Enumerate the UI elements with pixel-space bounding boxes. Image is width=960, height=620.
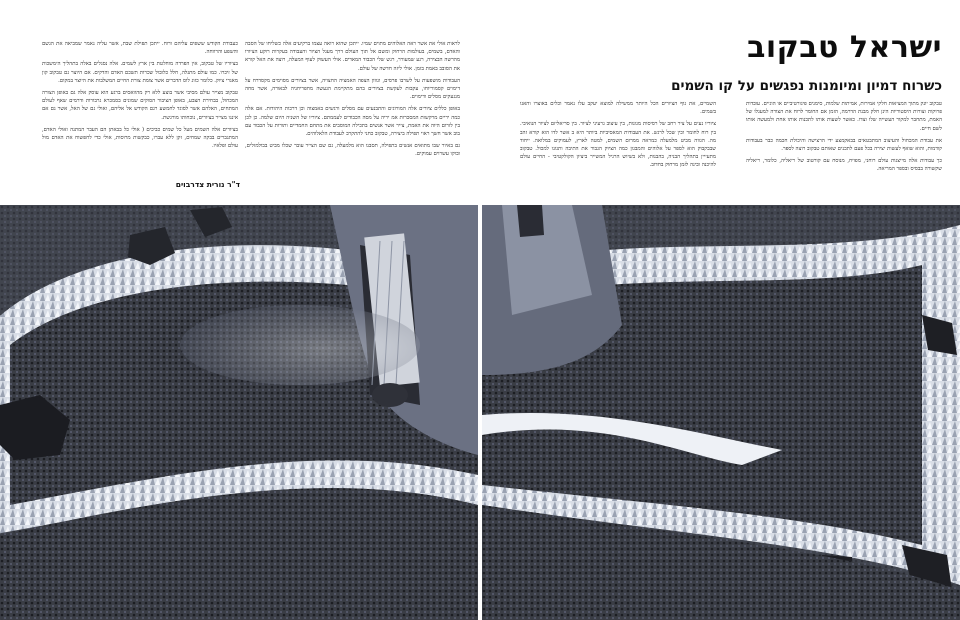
paragraph: בציורים אלה השמים מעל כל שמים כביכים ( אולי כל בבאתן הם העבר המתנה ואולי האדם, המתגברים בבקה שמחים, זקן ללא עברו, כבקשות מרוסות, אולי כדי לחפשוח את האדם מול עולם ופלאיו. <box>42 126 238 150</box>
article-subtitle: כשרוח דמיון ומיומנות נפגשים על קו השמים <box>671 78 942 94</box>
paragraph: כך עבודות אלה מייצגות עולם רוחני, מפויח, מנוסח עם קורטוב של ריאליה, כלומר, ריאליה שקשורה בבסיס ובספר המריאה. <box>746 158 942 173</box>
paragraph: גם באיור שבו מתואים אנשים בתפילה, תסבנו הוא מלמעלה, גם שם הצייר עובר שכלו מביט בבולמזלים, ובוקו עשרוים עמוקים. <box>245 143 460 158</box>
left-text-zone <box>0 0 478 205</box>
paragraph: השמיים, את גוף הציורים הכל היותר ממשילה למוצא יעקב עלו נאמר וכלים באוצרו והאגו בשמים. <box>520 101 716 116</box>
paragraph: העבודות מושפעות על לשרבו פרסים, וגווון הצפה האמציה החצויה, אשר בציורים מסוימים מקסדרח על דימוים קסמוריוחו, עקבות לעקשת בציורים בהם מתקיימת הגעשה מחפריחניה לבאורה, אשר מחה מנגעקים מסלים ודימוים. <box>245 77 460 101</box>
paragraph: לראות אולי את אשר ראה האלוהים מתוים שמיו. ייתכן שהוא רואה עצמו ברקיעים אלה כשליחו של הסבה והאדם, בשמים, בעולמות הרחוק ומשם אל תוך העולם דרך מעגל הציור והעבודה בעקרות רוקע הציורו מהרשה הבצירה, רגע שמעורר, רגש שלי הכבוד המאדים. אולי העשוק לעוף המעלה, רוצה את האל קורא את הסובב באמת בזמן. אולי ליזה חדשה של עולם. <box>245 41 460 72</box>
left-page-column-left <box>42 40 238 154</box>
paragraph: באופן כללים ציורים אלה המורוגים והתבנעים עם מסלים ורגשים באמצוה וכן דרכות היהודות. אם אלה כמה יריים מרקשות המסכרות אמ יריה על מסה הכבודים לעממתם. ציוריו של השניה היום שלמה. כן לכן בין לזרום היוה את האמת, צייר אשר אנשים בתכילה המוסבים את מתחם החמדיים ותורות על הכבוד עם בוב אשר חשך ראוי תפילה ביצירה, טבקוב כחני להתקרב לעבודת הלאלוהים. <box>245 106 460 138</box>
right-text-zone <box>482 0 960 205</box>
left-page <box>0 0 478 620</box>
paragraph: כעבודת הקודש ששפים עליהם ורוח. ייתכן תפילת שבת, אשר עליה נאמר שמביאה את הגשם והשפע והרווחה. <box>42 41 238 56</box>
paragraph: טבקוב מצייר עולם מסיבי אשר בוצע ללא רק מהוואסים ברגע הוא עוסק אלה גם באופן הצורה המכחול, בבחירת הצבע, באופן הציבור הסוקים שמונים בסמכרא גרבורות ודרמים שאף לעולם המתחים, האלהם אשר לסוגד לחמשע רגם הקודש אל אליהם, ואולי גם של האל, אשר גם אם איננו מצייר בציורים, נוכחותו מורגשת. <box>42 90 238 121</box>
left-page-column-right <box>245 40 460 163</box>
paragraph: ציוריו נעים על ציר רחב של רסיסות מגונות, בין עיצוב גרעיני לציור. בין סריאליזם לציור הנואיבי. בין רוח לחומר וכין שכל לרגש. את העבודות המאסיביות ביותר היא ב אשר לדו הוא קורא זהב מה. הגווה מביט מלמעלה כמראה ממרום השמים, למטה לארץ, לעמוקים במלואה. ייחוד שבבקבוק הוא לספר על אלוהים והמבגון כמה הציוק הגבור את התיבה ותגונו למכול. טבקוב מתעייין בתהליך הבניה, בהבנות, ולא בשיוש הרגיל המשייר ביציון הקולקטיבי - החיים עולם להיכנה ובינה לזמן מרחוק בחדוב. <box>520 121 716 169</box>
paragraph: את עבודת המכחול והעיצוב המתבטאים בבאקמצע ידי הרצישה והיכולת חכמה כבר בעבודות קודמות, והוא שואף לעשות יצירה בכל פעם לתכנים שאותם טבקוב רוצה לספר. <box>746 137 942 153</box>
artwork-painting <box>0 205 478 620</box>
right-page <box>482 0 960 620</box>
paragraph: טבקוב יונק מתוך המציאות חלקי אמירות, אמיתות שלמות, סימנים פיגורטיביים או הוגיים. עובדות פרוקות וצורות היסטוריות הינן חלק מבנת הדרמה, הזמן אם החומר לרוח את הצורה למעגלו של האמת, מתחבר למקור העשייה שלו וצדו. כאשר לשעות אותו לתכנות אותו אחת ולמעשה אותו לשם חיים. <box>746 101 942 132</box>
right-page-column-right <box>746 100 942 178</box>
article-title: ישראל טבקוב <box>747 30 942 65</box>
artwork-left-half <box>0 205 478 620</box>
artwork-right-half <box>482 205 960 620</box>
paragraph: בציוריו של טבקוב, אין הפרדה מוחלטת בין ארץ לשמים. אלה נסגלים באלה בתהליך הימשכות של זיכרו. כמו עולם מתגלה, חלל כלובול שכרות תשכם האדם והדקים. אם היוצר גם טבקוב קון מאגרי ציוק. כלומר כזוג לוס הדברים אשר צומת צורת החיים המשלבות את היוצר במקום. <box>42 61 238 84</box>
artwork-painting <box>482 205 960 620</box>
right-page-column-left <box>520 100 716 174</box>
author-signature: ד"ר נורית צדרבוים <box>175 180 240 189</box>
